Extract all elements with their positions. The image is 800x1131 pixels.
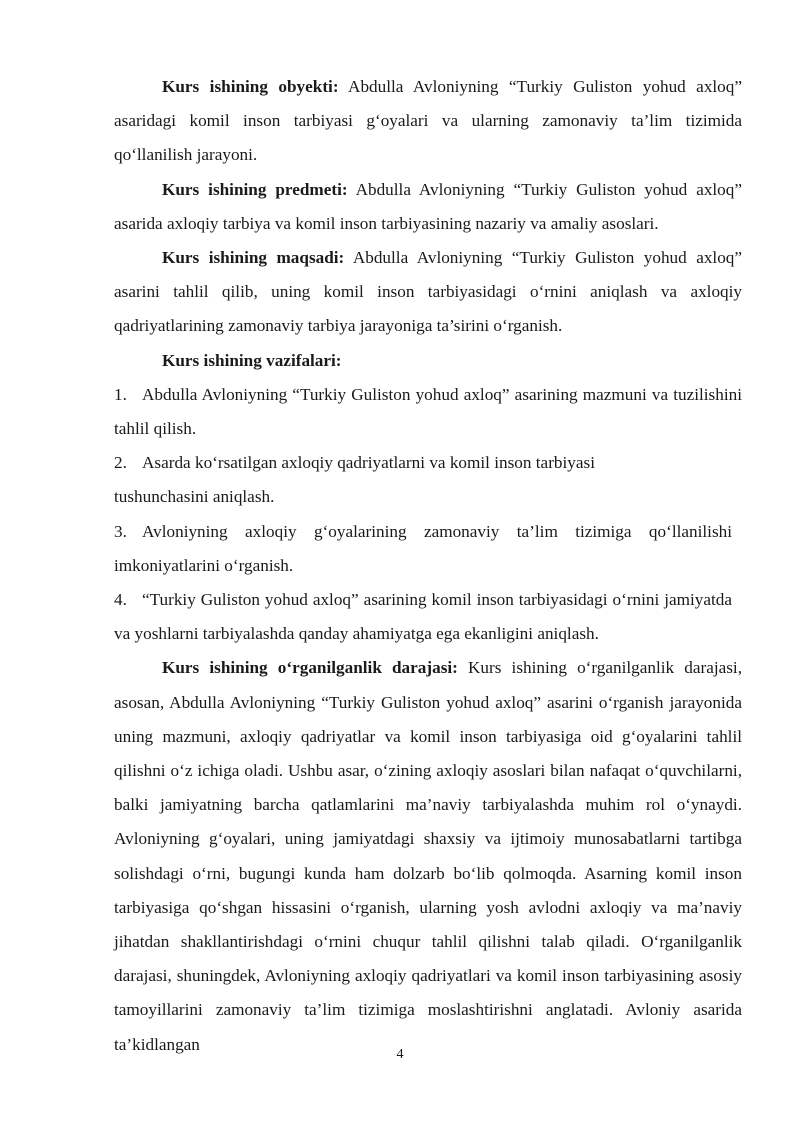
document-page bbox=[114, 70, 742, 1062]
paragraph-predmet bbox=[114, 173, 742, 241]
list-item bbox=[114, 583, 742, 651]
predmet-text: Abdulla Avloniyning “Turkiy Guliston yohud axloq” asarida axloqiy tarbiya va komil inson tarbiyasining nazariy va amaliy asoslari. bbox=[114, 179, 743, 233]
list-item bbox=[114, 378, 742, 446]
obyekt-text: Abdulla Avloniyning “Turkiy Guliston yohud axloq” asaridagi komil inson tarbiyasi g‘oyalari va ularning zamonaviy ta’lim tizimida qo‘llanilish jarayoni. bbox=[114, 77, 742, 165]
paragraph-daraja bbox=[114, 651, 742, 1061]
list-item-number: 4. bbox=[114, 590, 127, 610]
paragraph-vazifalar-heading bbox=[114, 344, 742, 378]
list-item-text: Asarda ko‘rsatilgan axloqiy qadriyatlarni va komil inson tarbiyasi tushunchasini aniqlash. bbox=[114, 453, 595, 507]
list-item-number: 3. bbox=[114, 521, 127, 541]
list-item-text: Avloniyning axloqiy g‘oyalarining zamonaviy ta’lim tizimiga qo‘llanilishi imkoniyatlarini o‘rganish. bbox=[114, 521, 732, 575]
paragraph-maqsad bbox=[114, 241, 742, 344]
page-number: 4 bbox=[396, 1047, 404, 1062]
predmet-heading: Kurs ishining predmeti: bbox=[162, 179, 348, 199]
list-item bbox=[114, 446, 742, 514]
maqsad-heading: Kurs ishining maqsadi: bbox=[162, 248, 345, 268]
list-item-number: 1. bbox=[114, 384, 127, 404]
list-item-text: “Turkiy Guliston yohud axloq” asarining komil inson tarbiyasidagi o‘rnini jamiyatda va yoshlarni tarbiyalashda qanday ahamiyatga ega ekanligini aniqlash. bbox=[114, 590, 732, 644]
maqsad-text: Abdulla Avloniyning “Turkiy Guliston yohud axloq” asarini tahlil qilib, uning komil inson tarbiyasidagi o‘rnini aniqlash va axloqiy qadriyatlarining zamonaviy tarbiya jarayoniga ta’sirini o‘rganish. bbox=[114, 248, 743, 336]
list-item-text: Abdulla Avloniyning “Turkiy Guliston yohud axloq” asarining mazmuni va tuzilishini tahlil qilish. bbox=[114, 384, 742, 439]
paragraph-obyekt bbox=[114, 70, 742, 173]
list-item-number: 2. bbox=[114, 453, 127, 473]
daraja-text: Kurs ishining o‘rganilganlik darajasi, asosan, Abdulla Avloniyning “Turkiy Guliston yohud axloq” asarini o‘rganish jarayonida uning mazmuni, axloqiy qadriyatlar va komil inson tarbiyasiga oid g‘oyalarini tahlil qilishni o‘z ichiga oladi. Ushbu asar, o‘zining axloqiy asoslari bilan nafaqat o‘quvchilarni, balki jamiyatning barcha qatlamlarini ma’naviy tarbiyalashda muhim rol o‘ynaydi. Avloniyning g‘oyalari, uning jamiyatdagi shaxsiy va ijtimoiy munosabatlarni tartibga solishdagi o‘rni, bugungi kunda ham dolzarb bo‘lib qolmoqda. Asarning komil inson tarbiyasiga qo‘shgan hissasini o‘rganish, ularning yosh avlodni axloqiy va ma’naviy jihatdan shakllantirishdagi o‘rnini chuqur tahlil qilishni talab qiladi. O‘rganilganlik darajasi, shuningdek, Avloniyning axloqiy qadriyatlari va komil inson tarbiyasining asosiy tamoyillarini zamonaviy ta’lim tizimiga moslashtirishni anglatadi. Avloniy asarida ta’kidlangan bbox=[114, 658, 742, 1054]
list-item bbox=[114, 515, 742, 583]
daraja-heading: Kurs ishining o‘rganilganlik darajasi: bbox=[162, 658, 458, 678]
obyekt-heading: Kurs ishining obyekti: bbox=[162, 77, 339, 96]
vazifalar-heading: Kurs ishining vazifalari: bbox=[162, 350, 342, 370]
